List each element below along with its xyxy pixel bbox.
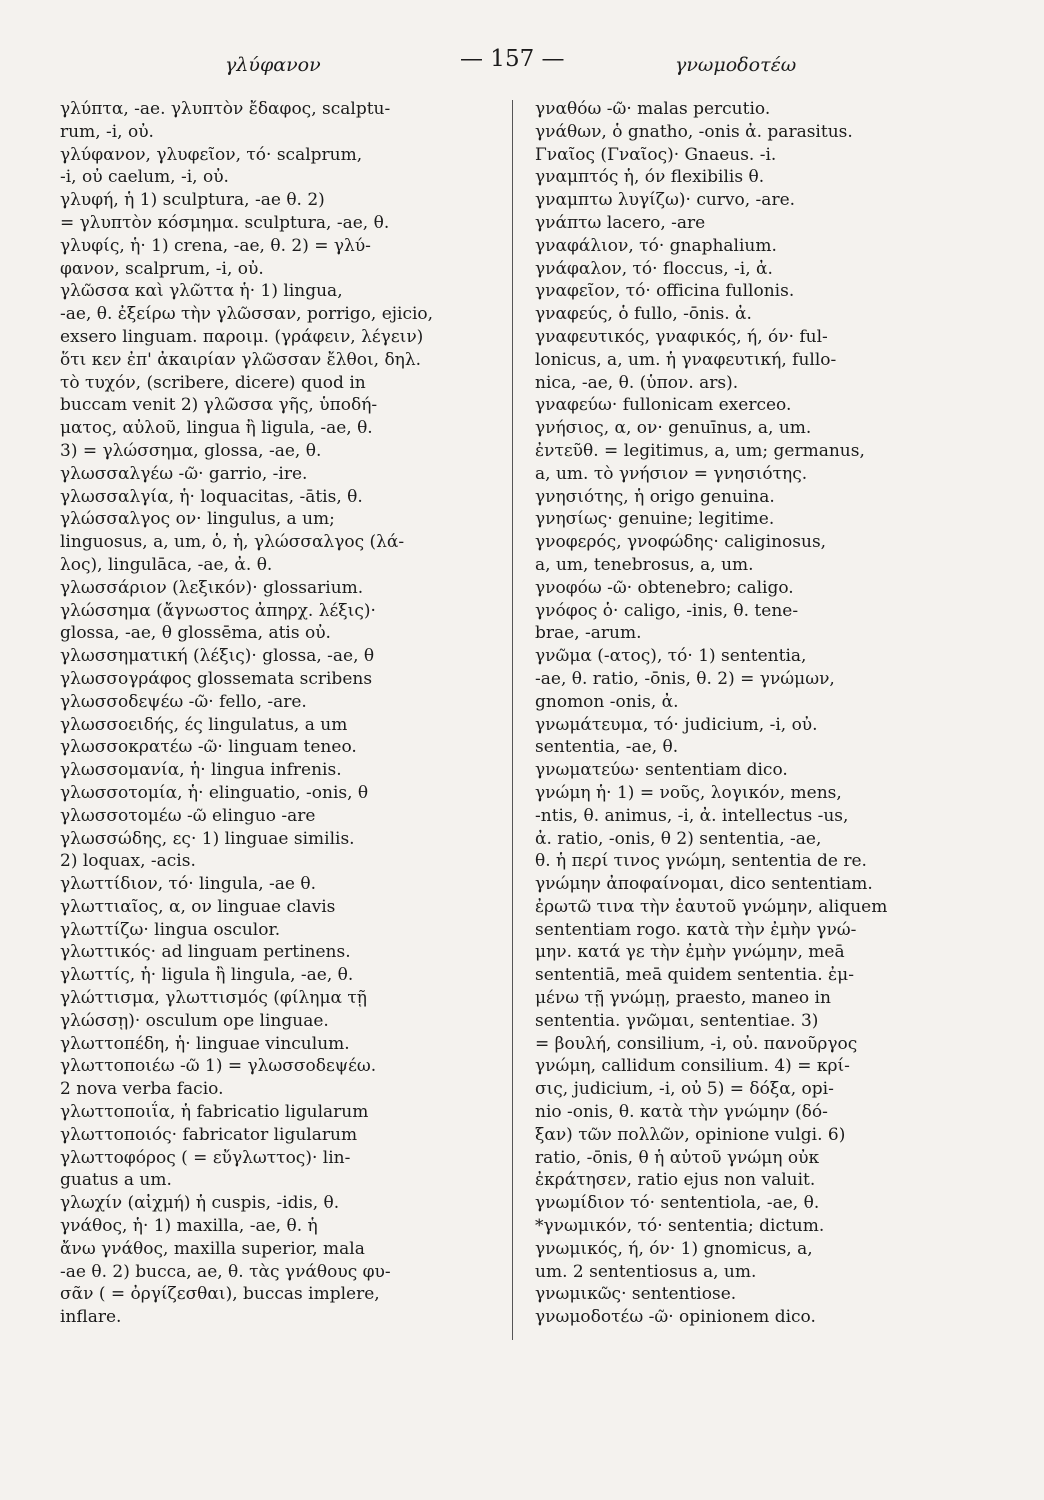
entry-line: γλωσσώδης, ες· 1) linguae similis. bbox=[60, 828, 355, 849]
entry-line: γλωσσαλγία, ἡ· loquacitas, -ātis, θ. bbox=[60, 486, 363, 507]
entry-line: nio -onis, θ. κατὰ τὴν γνώμην (δό- bbox=[535, 1102, 828, 1123]
entry-line: glossa, -ae, θ glossēma, atis οὐ. bbox=[60, 623, 331, 644]
column-divider bbox=[512, 100, 513, 1340]
entry-line: a, um, tenebrosus, a, um. bbox=[535, 554, 754, 575]
entry-line: σις, judicium, -i, οὐ 5) = δόξα, opi- bbox=[535, 1079, 834, 1100]
entry-line: γλωττοποιέω -ῶ 1) = γλωσσοδεψέω. bbox=[60, 1056, 377, 1077]
entry-line: γλωσσογράφος glossemata scribens bbox=[60, 668, 373, 689]
entry-line: ἀ. ratio, -onis, θ 2) sententia, -ae, bbox=[535, 828, 822, 849]
entry-line: = γλυπτὸν κόσμημα. sculptura, -ae, θ. bbox=[60, 212, 390, 233]
entry-line: γνάθων, ὁ gnatho, -onis ἀ. parasitus. bbox=[535, 121, 853, 142]
running-header bbox=[0, 46, 1044, 86]
entry-line: brae, -arum. bbox=[535, 623, 642, 644]
entry-line: γνωμικῶς· sententiose. bbox=[535, 1284, 737, 1305]
entry-line: γλωττικός· ad linguam pertinens. bbox=[60, 942, 351, 963]
left-column bbox=[60, 98, 498, 1329]
entry-line: γλύφανον, γλυφεῖον, τό· scalprum, bbox=[60, 144, 363, 165]
entry-line: γνοφόω -ῶ· obtenebro; caligo. bbox=[535, 577, 794, 598]
header-left-guide-word: γλύφανον bbox=[225, 54, 321, 76]
entry-line: γλύπτα, -ae. γλυπτὸν ἔδαφος, scalptu- bbox=[60, 99, 391, 119]
entry-line: γλῶσσα καὶ γλῶττα ἡ· 1) lingua, bbox=[60, 281, 343, 302]
entry-line: gnomon -onis, ἀ. bbox=[535, 691, 679, 712]
entry-line: γλωττοφόρος ( = εὔγλωττος)· lin- bbox=[60, 1147, 351, 1168]
entry-line: γλωττίδιον, τό· lingula, -ae θ. bbox=[60, 874, 317, 895]
entry-line: γλωσσάριον (λεξικόν)· glossarium. bbox=[60, 577, 364, 598]
entry-line: μένω τῇ γνώμῃ, praesto, maneo in bbox=[535, 988, 831, 1009]
entry-line: γλυφίς, ἡ· 1) crena, -ae, θ. 2) = γλύ- bbox=[60, 235, 371, 256]
entry-line: sententia. γνῶμαι, sententiae. 3) bbox=[535, 1010, 819, 1031]
entry-line: Γναῖος (Γναῖος)· Gnaeus. -i. bbox=[535, 144, 777, 165]
entry-line: τὸ τυχόν, (scribere, dicere) quod in bbox=[60, 372, 366, 393]
entry-line: inflare. bbox=[60, 1307, 122, 1328]
header-right-guide-word: γνωμοδοτέω bbox=[675, 54, 797, 76]
entry-line: γλυφή, ἡ 1) sculptura, -ae θ. 2) bbox=[60, 190, 325, 211]
entry-line: γλώσσημα (ἄγνωστος ἀπηρχ. λέξις)· bbox=[60, 600, 376, 621]
entry-line: ἐντεῦθ. = legitimus, a, um; germanus, bbox=[535, 440, 865, 461]
entry-line: ὅτι κεν ἐπ' ἀκαιρίαν γλῶσσαν ἔλθοι, δηλ. bbox=[60, 349, 422, 370]
entry-line: γνώμην ἀποφαίνομαι, dico sententiam. bbox=[535, 874, 873, 895]
entry-line: γλωσσοκρατέω -ῶ· linguam teneo. bbox=[60, 737, 357, 758]
entry-line: γνοφερός, γνοφώδης· caliginosus, bbox=[535, 532, 827, 553]
entry-line: γλώσσαλγος ον· lingulus, a um; bbox=[60, 509, 335, 530]
entry-line: *γνωμικόν, τό· sententia; dictum. bbox=[535, 1216, 825, 1237]
entry-line: ratio, -ōnis, θ ἡ αὐτοῦ γνώμη οὐκ bbox=[535, 1147, 820, 1168]
entry-line: γλωττίζω· lingua osculor. bbox=[60, 919, 281, 940]
entry-line: γλωττοποιός· fabricator ligularum bbox=[60, 1124, 358, 1145]
entry-line: linguosus, a, um, ὁ, ἡ, γλώσσαλγος (λά- bbox=[60, 532, 405, 553]
entry-line: lonicus, a, um. ἡ γναφευτική, fullo- bbox=[535, 349, 837, 370]
entry-line: γλωχίν (αἰχμή) ἡ cuspis, -idis, θ. bbox=[60, 1193, 340, 1214]
entry-line: γλωττίς, ἡ· ligula ἢ lingula, -ae, θ. bbox=[60, 965, 354, 986]
entry-line: γλωσσοτομία, ἡ· elinguatio, -onis, θ bbox=[60, 782, 369, 803]
entry-line: λος), lingulāca, -ae, ἀ. θ. bbox=[60, 554, 273, 575]
entry-line: γλωσσοτομέω -ῶ elinguo -are bbox=[60, 805, 316, 826]
entry-line: γλωττιαῖος, α, ον linguae clavis bbox=[60, 896, 336, 917]
entry-line: ἐκράτησεν, ratio ejus non valuit. bbox=[535, 1170, 816, 1191]
entry-line: γναφεύω· fullonicam exerceo. bbox=[535, 395, 792, 416]
entry-line: γναθόω -ῶ· malas percutio. bbox=[535, 99, 771, 119]
entry-line: γναμπτω λυγίζω)· curvo, -are. bbox=[535, 190, 796, 211]
entry-line: γνωμάτευμα, τό· judicium, -i, οὐ. bbox=[535, 714, 818, 735]
entry-line: nica, -ae, θ. (ὑπον. ars). bbox=[535, 372, 739, 393]
entry-line: φανον, scalprum, -i, οὐ. bbox=[60, 258, 264, 279]
entry-line: = βουλή, consilium, -i, οὐ. πανοῦργος bbox=[535, 1033, 858, 1054]
entry-line: θ. ἡ περί τινος γνώμη, sententia de re. bbox=[535, 851, 867, 872]
entry-line: γνάπτω lacero, -are bbox=[535, 212, 706, 233]
entry-line: γναφεῖον, τό· officina fullonis. bbox=[535, 281, 795, 302]
entry-line: 3) = γλώσσημα, glossa, -ae, θ. bbox=[60, 440, 322, 461]
entry-line: γνήσιος, α, ον· genuīnus, a, um. bbox=[535, 418, 812, 439]
entry-line: um. 2 sententiosus a, um. bbox=[535, 1261, 757, 1282]
entry-line: -i, οὐ caelum, -i, οὐ. bbox=[60, 167, 229, 188]
entry-line: γνῶμα (-ατος), τό· 1) sententia, bbox=[535, 646, 807, 667]
entry-line: sententiam rogo. κατὰ τὴν ἐμὴν γνώ- bbox=[535, 919, 857, 940]
entry-line: γλώττισμα, γλωττισμός (φίλημα τῇ bbox=[60, 988, 367, 1009]
entry-line: buccam venit 2) γλῶσσα γῆς, ὑποδή- bbox=[60, 395, 378, 416]
entry-line: exsero linguam. παροιμ. (γράφειν, λέγειν) bbox=[60, 326, 424, 347]
entry-line: γλωσσομανία, ἡ· lingua infrenis. bbox=[60, 760, 342, 781]
entry-line: γνώμη ἡ· 1) = νοῦς, λογικόν, mens, bbox=[535, 782, 842, 803]
entry-line: γναφάλιον, τό· gnaphalium. bbox=[535, 235, 777, 256]
entry-line: ματος, αὐλοῦ, lingua ἢ ligula, -ae, θ. bbox=[60, 418, 373, 439]
entry-line: γνωματεύω· sententiam dico. bbox=[535, 760, 788, 781]
entry-line: γναφευτικός, γναφικός, ή, όν· ful- bbox=[535, 326, 828, 347]
entry-line: γνωμοδοτέω -ῶ· opinionem dico. bbox=[535, 1307, 816, 1328]
entry-line: γνωμίδιον τό· sententiola, -ae, θ. bbox=[535, 1193, 820, 1214]
entry-line: ξαν) τῶν πολλῶν, opinione vulgi. 6) bbox=[535, 1124, 846, 1145]
entry-line: γνησιότης, ἡ origo genuina. bbox=[535, 486, 775, 507]
entry-line: γλωττοπέδη, ἡ· linguae vinculum. bbox=[60, 1033, 350, 1054]
entry-line: guatus a um. bbox=[60, 1170, 172, 1191]
entry-line: γνωμικός, ή, όν· 1) gnomicus, a, bbox=[535, 1238, 813, 1259]
entry-line: γναμπτός ἡ, όν flexibilis θ. bbox=[535, 167, 765, 188]
entry-line: γλώσσῃ)· osculum ope linguae. bbox=[60, 1010, 329, 1031]
entry-line: γλωσσοδεψέω -ῶ· fello, -are. bbox=[60, 691, 307, 712]
entry-line: γνάφαλον, τό· floccus, -i, ἀ. bbox=[535, 258, 773, 279]
entry-line: γλωττοποιΐα, ἡ fabricatio ligularum bbox=[60, 1102, 369, 1123]
entry-line: σᾶν ( = ὀργίζεσθαι), buccas implere, bbox=[60, 1284, 380, 1305]
entry-line: γνώμη, callidum consilium. 4) = κρί- bbox=[535, 1056, 850, 1077]
entry-line: γλωσσαλγέω -ῶ· garrio, -ire. bbox=[60, 463, 308, 484]
entry-line: sententiā, meā quidem sententia. ἐμ- bbox=[535, 965, 854, 986]
entry-line: 2 nova verba facio. bbox=[60, 1079, 224, 1100]
entry-line: -ntis, θ. animus, -i, ἀ. intellectus -us, bbox=[535, 805, 849, 826]
entry-line: ἐρωτῶ τινα τὴν ἑαυτοῦ γνώμην, aliquem bbox=[535, 896, 888, 917]
entry-line: γλωσσοειδής, ές lingulatus, a um bbox=[60, 714, 348, 735]
entry-line: γνησίως· genuine; legitime. bbox=[535, 509, 775, 530]
entry-line: sententia, -ae, θ. bbox=[535, 737, 679, 758]
right-column bbox=[535, 98, 973, 1329]
entry-line: -ae θ. 2) bucca, ae, θ. τὰς γνάθους φυ- bbox=[60, 1261, 391, 1282]
entry-line: ἄνω γνάθος, maxilla superior, mala bbox=[60, 1238, 365, 1259]
entry-line: γναφεύς, ὁ fullo, -ōnis. ἀ. bbox=[535, 304, 752, 325]
entry-line: γνόφος ὁ· caligo, -inis, θ. tene- bbox=[535, 600, 799, 621]
entry-line: a, um. τὸ γνήσιον = γνησιότης. bbox=[535, 463, 808, 484]
entry-line: μην. κατά γε τὴν ἐμὴν γνώμην, meā bbox=[535, 942, 845, 963]
page-number: — 157 — bbox=[460, 46, 565, 72]
entry-line: 2) loquax, -acis. bbox=[60, 851, 196, 872]
entry-line: γνάθος, ἡ· 1) maxilla, -ae, θ. ἡ bbox=[60, 1216, 318, 1237]
entry-line: γλωσσηματική (λέξις)· glossa, -ae, θ bbox=[60, 646, 375, 667]
entry-line: -ae, θ. ratio, -ōnis, θ. 2) = γνώμων, bbox=[535, 668, 835, 689]
entry-line: -ae, θ. ἐξείρω τὴν γλῶσσαν, porrigo, ejicio, bbox=[60, 304, 434, 325]
entry-line: rum, -i, οὐ. bbox=[60, 121, 154, 142]
